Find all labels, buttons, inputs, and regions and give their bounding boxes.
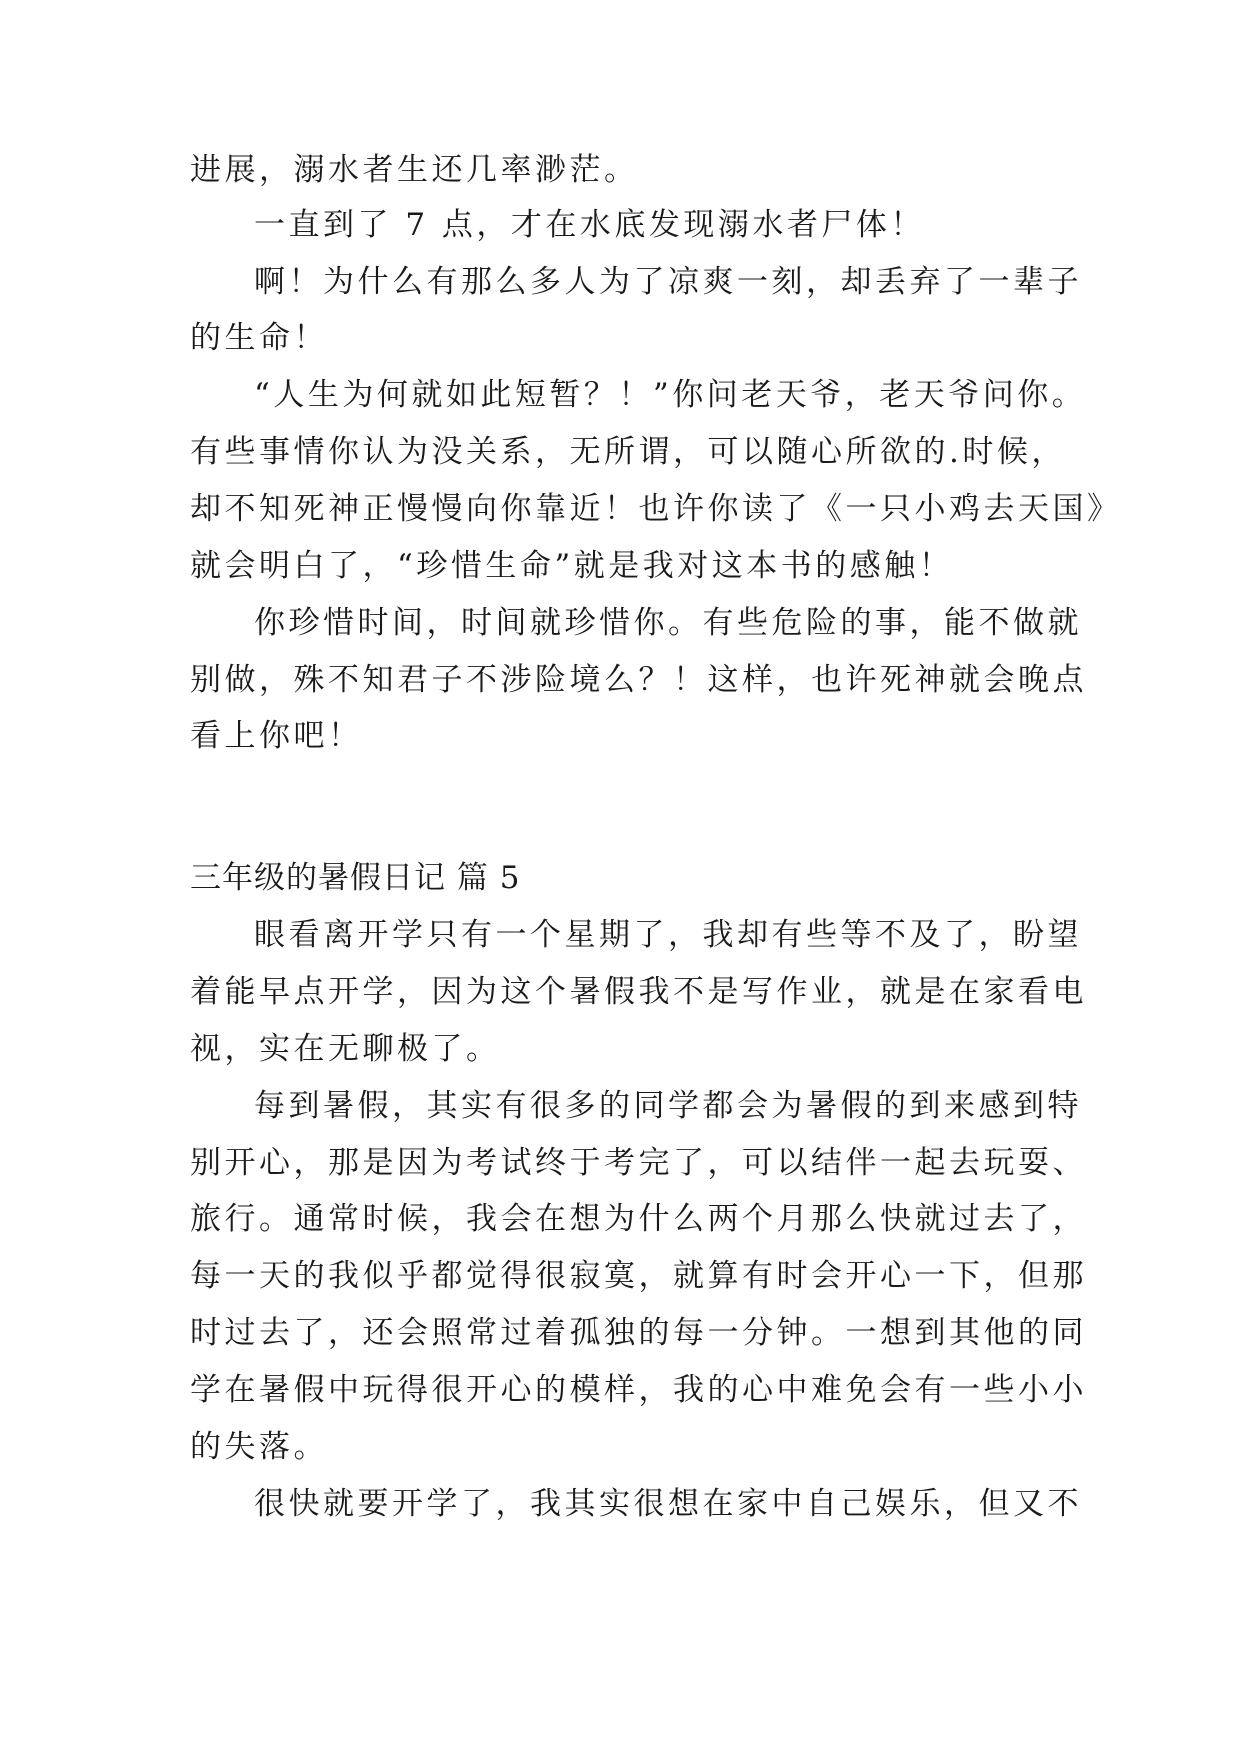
text-line: 每到暑假，其实有很多的同学都会为暑假的到来感到特 [254, 1088, 1082, 1124]
text-line: 的生命！ [190, 320, 328, 356]
text-line: 进展，溺水者生还几率渺茫。 [190, 152, 639, 188]
text-line: 却不知死神正慢慢向你靠近！也许你读了《一只小鸡去天国》 [190, 491, 1122, 527]
text-line: 着能早点开学，因为这个暑假我不是写作业，就是在家看电 [190, 974, 1087, 1010]
text-line: 每一天的我似乎都觉得很寂寞，就算有时会开心一下，但那 [190, 1258, 1087, 1294]
text-line: 学在暑假中玩得很开心的模样，我的心中难免会有一些小小 [190, 1372, 1087, 1408]
text-line: 的失落。 [190, 1429, 328, 1465]
text-line: 啊！为什么有那么多人为了凉爽一刻，却丢弃了一辈子 [254, 264, 1082, 300]
text-line: 一直到了 7 点，才在水底发现溺水者尸体！ [254, 207, 925, 243]
text-line: 视，实在无聊极了。 [190, 1031, 501, 1067]
text-line: 你珍惜时间，时间就珍惜你。有些危险的事，能不做就 [254, 605, 1082, 641]
text-line: 很快就要开学了，我其实很想在家中自己娱乐，但又不 [254, 1486, 1082, 1522]
text-line: 旅行。通常时候，我会在想为什么两个月那么快就过去了， [190, 1201, 1087, 1237]
section-heading: 三年级的暑假日记 篇 5 [190, 860, 521, 896]
text-line: 看上你吧！ [190, 718, 363, 754]
text-line: 别做，殊不知君子不涉险境么？！这样，也许死神就会晚点 [190, 662, 1087, 698]
text-line: 就会明白了，“珍惜生命”就是我对这本书的感触！ [190, 548, 954, 584]
text-line: 眼看离开学只有一个星期了，我却有些等不及了，盼望 [254, 917, 1082, 953]
text-line: 别开心，那是因为考试终于考完了，可以结伴一起去玩耍、 [190, 1145, 1087, 1181]
text-line: 有些事情你认为没关系，无所谓，可以随心所欲的.时候， [190, 434, 1066, 470]
text-line: 时过去了，还会照常过着孤独的每一分钟。一想到其他的同 [190, 1315, 1087, 1351]
text-line: “人生为何就如此短暂？！”你问老天爷，老天爷问你。 [254, 377, 1087, 413]
